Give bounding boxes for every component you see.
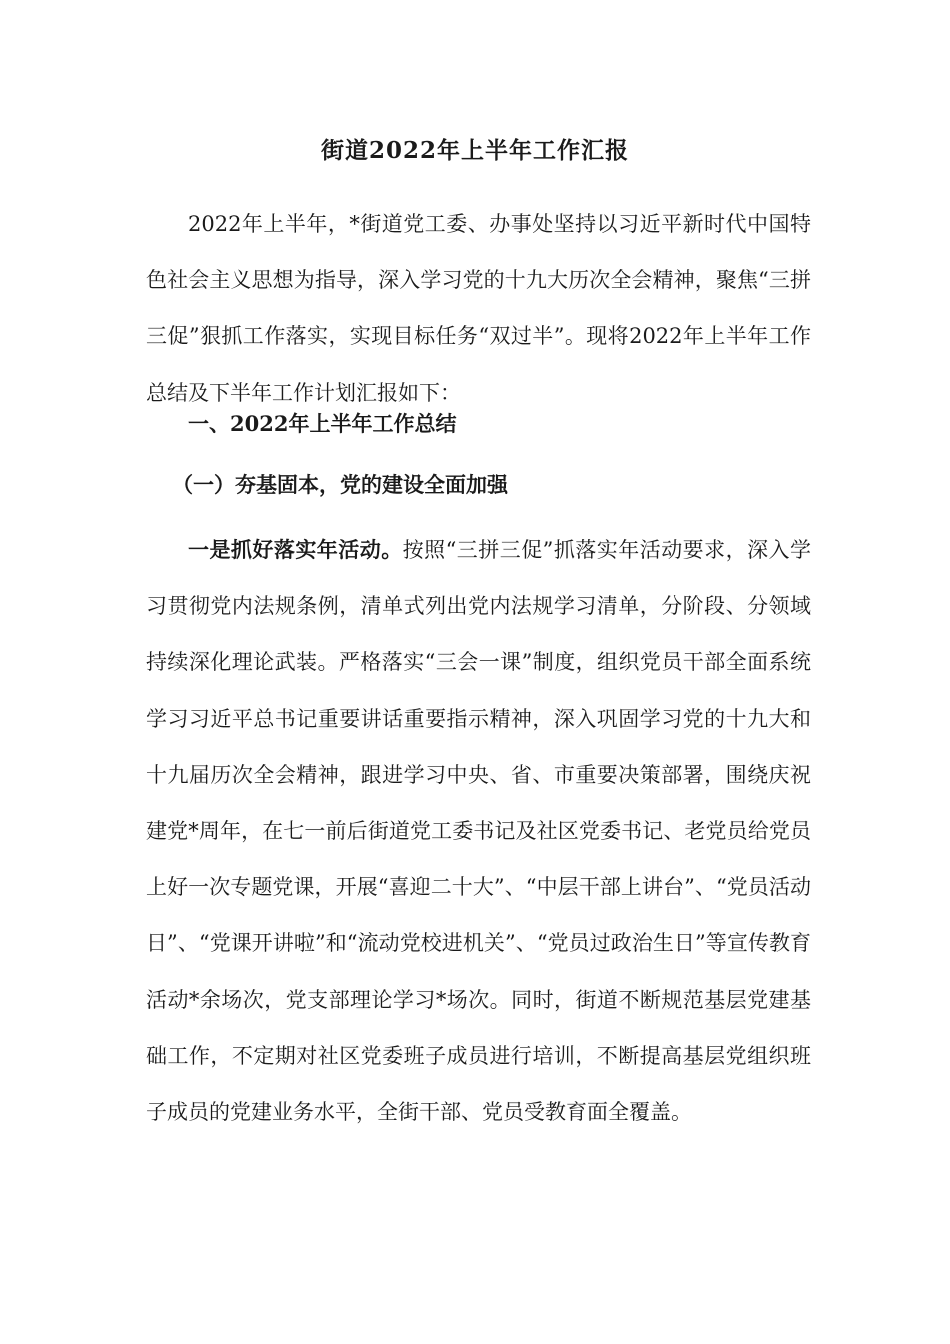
paragraph-lead: 一是抓好落实年活动。	[188, 537, 403, 562]
subsection-heading: （一）夯基固本，党的建设全面加强	[172, 472, 508, 497]
document-title: 街道2022年上半年工作汇报	[320, 137, 629, 164]
paragraph-body: 按照“三拼三促”抓落实年活动要求，深入学习贯彻党内法规条例，清单式列出党内法规学习清单，分阶段、分领域持续深化理论武装。严格落实“三会一课”制度，组织党员干部全面系统学习习近平总书记重要讲话重要指示精神，深入巩固学习党的十九大和十九届历次全会精神，跟进学习中央、省、市重要决策部署，围绕庆祝建党*周年，在七一前后街道党工委书记及社区党委书记、老党员给党员上好一次专题党课，开展“喜迎二十大”、“中层干部上讲台”、“党员活动日”、“党课开讲啦”和“流动党校进机关”、“党员过政治生日”等宣传教育活动*余场次，党支部理论学习*场次。同时，街道不断规范基层党建基础工作，不定期对社区党委班子成员进行培训，不断提高基层党组织班子成员的党建业务水平，全街干部、党员受教育面全覆盖。	[146, 538, 811, 1125]
section-heading: 一、2022年上半年工作总结	[188, 411, 457, 436]
intro-paragraph: 2022年上半年，*街道党工委、办事处坚持以习近平新时代中国特色社会主义思想为指导，深入学习党的十九大历次全会精神，聚焦“三拼三促”狠抓工作落实，实现目标任务“双过半”。现将2022年上半年工作总结及下半年工作计划汇报如下：	[146, 212, 811, 405]
body-paragraph	[146, 522, 811, 1140]
